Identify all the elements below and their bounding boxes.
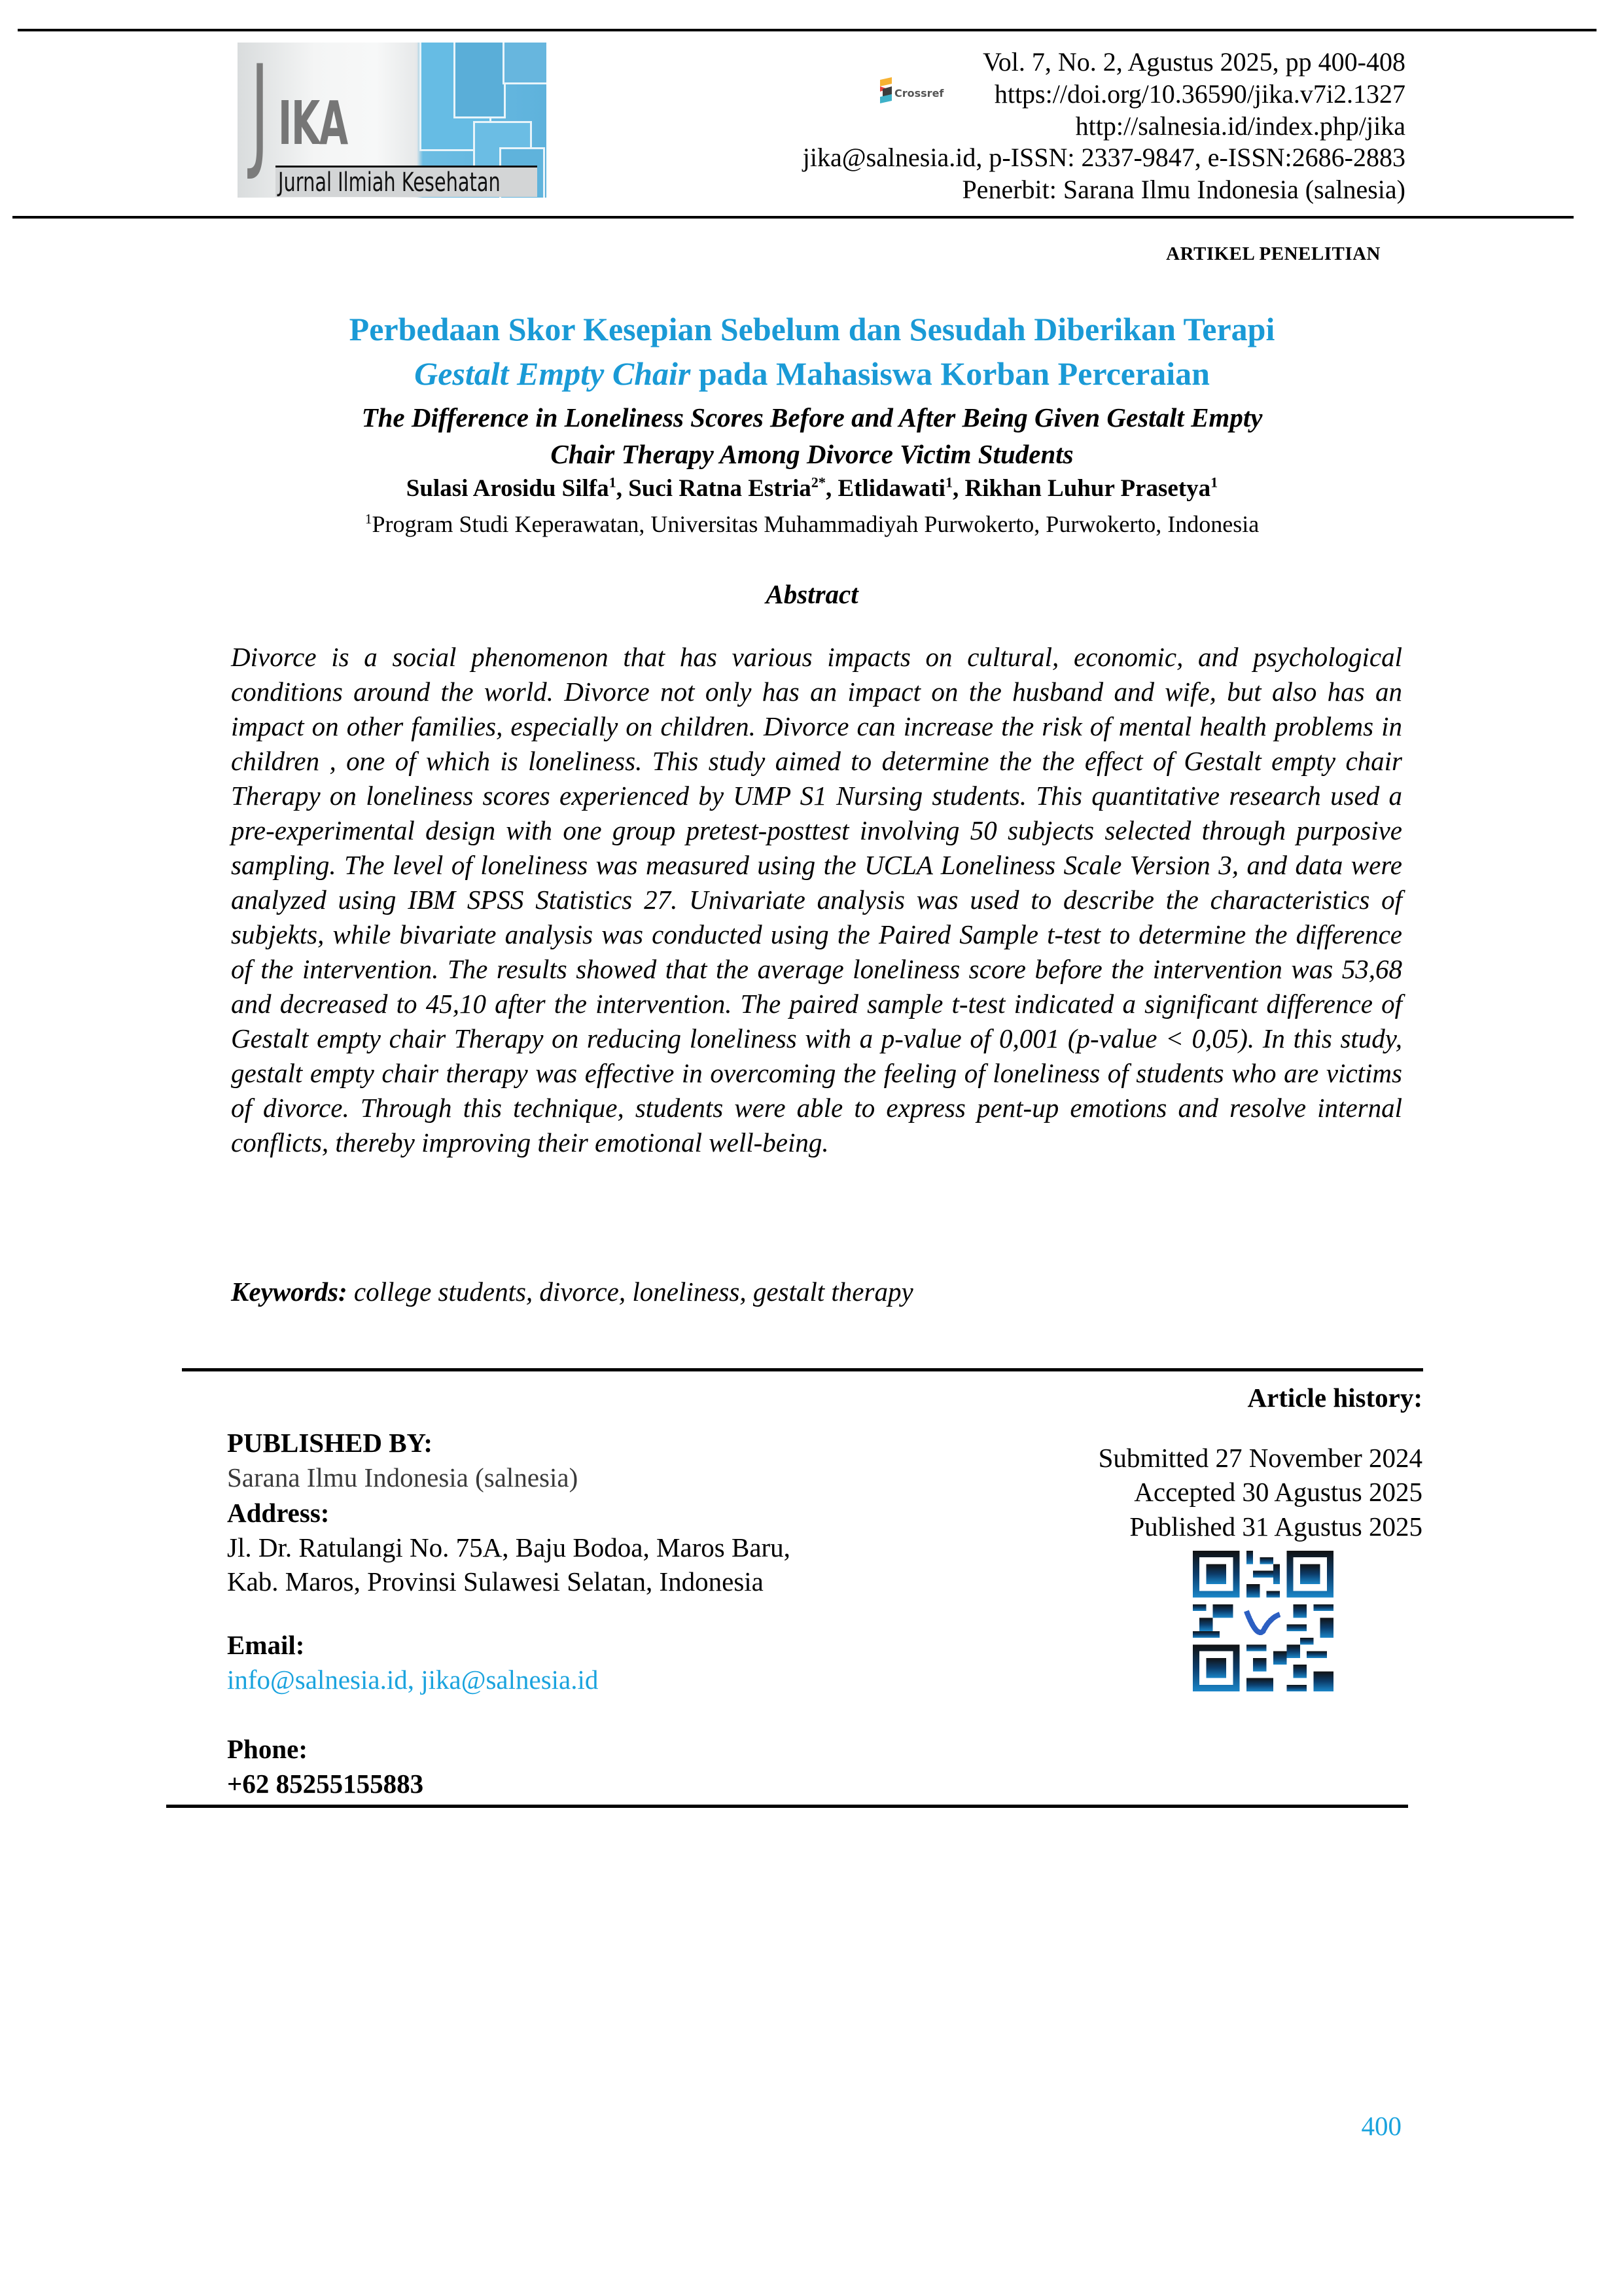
keywords bbox=[231, 1276, 913, 1307]
address-line-2: Kab. Maros, Provinsi Sulawesi Selatan, Indonesia bbox=[227, 1566, 764, 1597]
qr-code-icon[interactable] bbox=[1193, 1551, 1333, 1691]
logo-name-band bbox=[275, 166, 537, 197]
author-separator: , bbox=[953, 475, 965, 502]
logo-j-glyph: J bbox=[251, 43, 270, 183]
email-label: Email: bbox=[227, 1630, 305, 1660]
published-date: Published 31 Agustus 2025 bbox=[1129, 1511, 1422, 1542]
article-type-label: ARTIKEL PENELITIAN bbox=[1166, 243, 1381, 264]
subtitle-line-2: Chair Therapy Among Divorce Victim Students bbox=[550, 439, 1074, 469]
author-affiliation-mark: 1 bbox=[945, 474, 953, 491]
submitted-date: Submitted 27 November 2024 bbox=[1098, 1443, 1422, 1473]
header-bottom-rule bbox=[12, 216, 1574, 219]
subtitle-line-1: The Difference in Loneliness Scores Before and After Being Given Gestalt Empty bbox=[361, 402, 1263, 433]
author-list bbox=[0, 476, 1624, 501]
title-line-1: Perbedaan Skor Kesepian Sebelum dan Sesudah Diberikan Terapi bbox=[349, 311, 1275, 347]
svg-text:Crossref: Crossref bbox=[894, 87, 944, 99]
logo-journal-name: Jurnal Ilmiah Kesehatan bbox=[278, 168, 501, 198]
phone-number: +62 85255155883 bbox=[227, 1769, 424, 1799]
title-line-2-rest: pada Mahasiswa Korban Perceraian bbox=[690, 355, 1210, 392]
footer-bottom-rule bbox=[166, 1805, 1408, 1808]
article-history-label: Article history: bbox=[1247, 1383, 1422, 1413]
keywords-text: college students, divorce, loneliness, gestalt therapy bbox=[347, 1277, 913, 1307]
affiliation-text: Program Studi Keperawatan, Universitas Muhammadiyah Purwokerto, Purwokerto, Indonesia bbox=[372, 511, 1260, 537]
title-line-2 bbox=[0, 357, 1624, 390]
email-links[interactable]: info@salnesia.id, jika@salnesia.id bbox=[227, 1665, 599, 1695]
affiliation-mark: 1 bbox=[364, 511, 372, 527]
crossref-icon bbox=[879, 77, 957, 106]
author-affiliation-mark: 1 bbox=[609, 474, 616, 491]
title-italic-phrase: Gestalt Empty Chair bbox=[414, 355, 691, 392]
author-name: Rikhan Luhur Prasetya bbox=[964, 475, 1211, 502]
abstract-body: Divorce is a social phenomenon that has various impacts on cultural, economic, and psychological conditions around the world. Divorce not only has an impact on the husband and wife, but also has an impact on other families, especially on children. Divorce can increase the risk of mental health problems in children , one of which is loneliness. This study aimed to determine the the effect of Gestalt empty chair Therapy on loneliness scores experienced by UMP S1 Nursing students. This quantitative research used a pre-experimental design with one group pretest-posttest involving 50 subjects selected through purposive sampling. The level of loneliness was measured using the UCLA Loneliness Scale Version 3, and data were analyzed using IBM SPSS Statistics 27. Univariate analysis was used to describe the characteristics of subjekts, while bivariate analysis was conducted using the Paired Sample t-test to determine the difference of the intervention. The results showed that the average loneliness score before the intervention was 53,68 and decreased to 45,10 after the intervention. The paired sample t-test indicated a significant difference of Gestalt empty chair Therapy on reducing loneliness with a p-value of 0,001 (p-value < 0,05). In this study, gestalt empty chair therapy was effective in overcoming the feeling of loneliness of students who are victims of divorce. Through this technique, students were able to express pent-up emotions and resolve internal conflicts, thereby improving their emotional well-being. bbox=[231, 642, 1402, 1157]
journal-logo bbox=[238, 43, 546, 198]
author-affiliation-mark: 1 bbox=[1210, 474, 1218, 491]
journal-url-link[interactable]: http://salnesia.id/index.php/jika bbox=[1075, 111, 1405, 141]
author-separator: , bbox=[616, 475, 629, 502]
logo-acronym: IKA bbox=[278, 88, 347, 158]
published-by-label: PUBLISHED BY: bbox=[227, 1428, 433, 1458]
address-line-1: Jl. Dr. Ratulangi No. 75A, Baju Bodoa, Maros Baru, bbox=[227, 1532, 790, 1563]
footer-top-rule bbox=[182, 1368, 1423, 1371]
volume-line: Vol. 7, No. 2, Agustus 2025, pp 400-408 bbox=[983, 47, 1405, 77]
author-separator: , bbox=[825, 475, 838, 502]
issn-line: jika@salnesia.id, p-ISSN: 2337-9847, e-ISSN:2686-2883 bbox=[802, 143, 1405, 172]
publisher-line: Penerbit: Sarana Ilmu Indonesia (salnesia) bbox=[962, 175, 1405, 204]
doi-link[interactable]: https://doi.org/10.36590/jika.v7i2.1327 bbox=[994, 79, 1405, 109]
author-name: Sulasi Arosidu Silfa bbox=[406, 475, 609, 502]
page-number: 400 bbox=[1361, 2111, 1402, 2141]
author-affiliation-mark: 2* bbox=[811, 474, 826, 491]
abstract-heading: Abstract bbox=[766, 579, 858, 609]
author-name: Suci Ratna Estria bbox=[628, 475, 811, 502]
header-top-rule bbox=[18, 29, 1597, 31]
address-label: Address: bbox=[227, 1498, 330, 1528]
affiliation bbox=[0, 512, 1624, 536]
accepted-date: Accepted 30 Agustus 2025 bbox=[1134, 1477, 1422, 1507]
author-name: Etlidawati bbox=[838, 475, 945, 502]
phone-label: Phone: bbox=[227, 1734, 308, 1764]
publisher-name: Sarana Ilmu Indonesia (salnesia) bbox=[227, 1462, 578, 1492]
keywords-label: Keywords: bbox=[231, 1277, 347, 1307]
